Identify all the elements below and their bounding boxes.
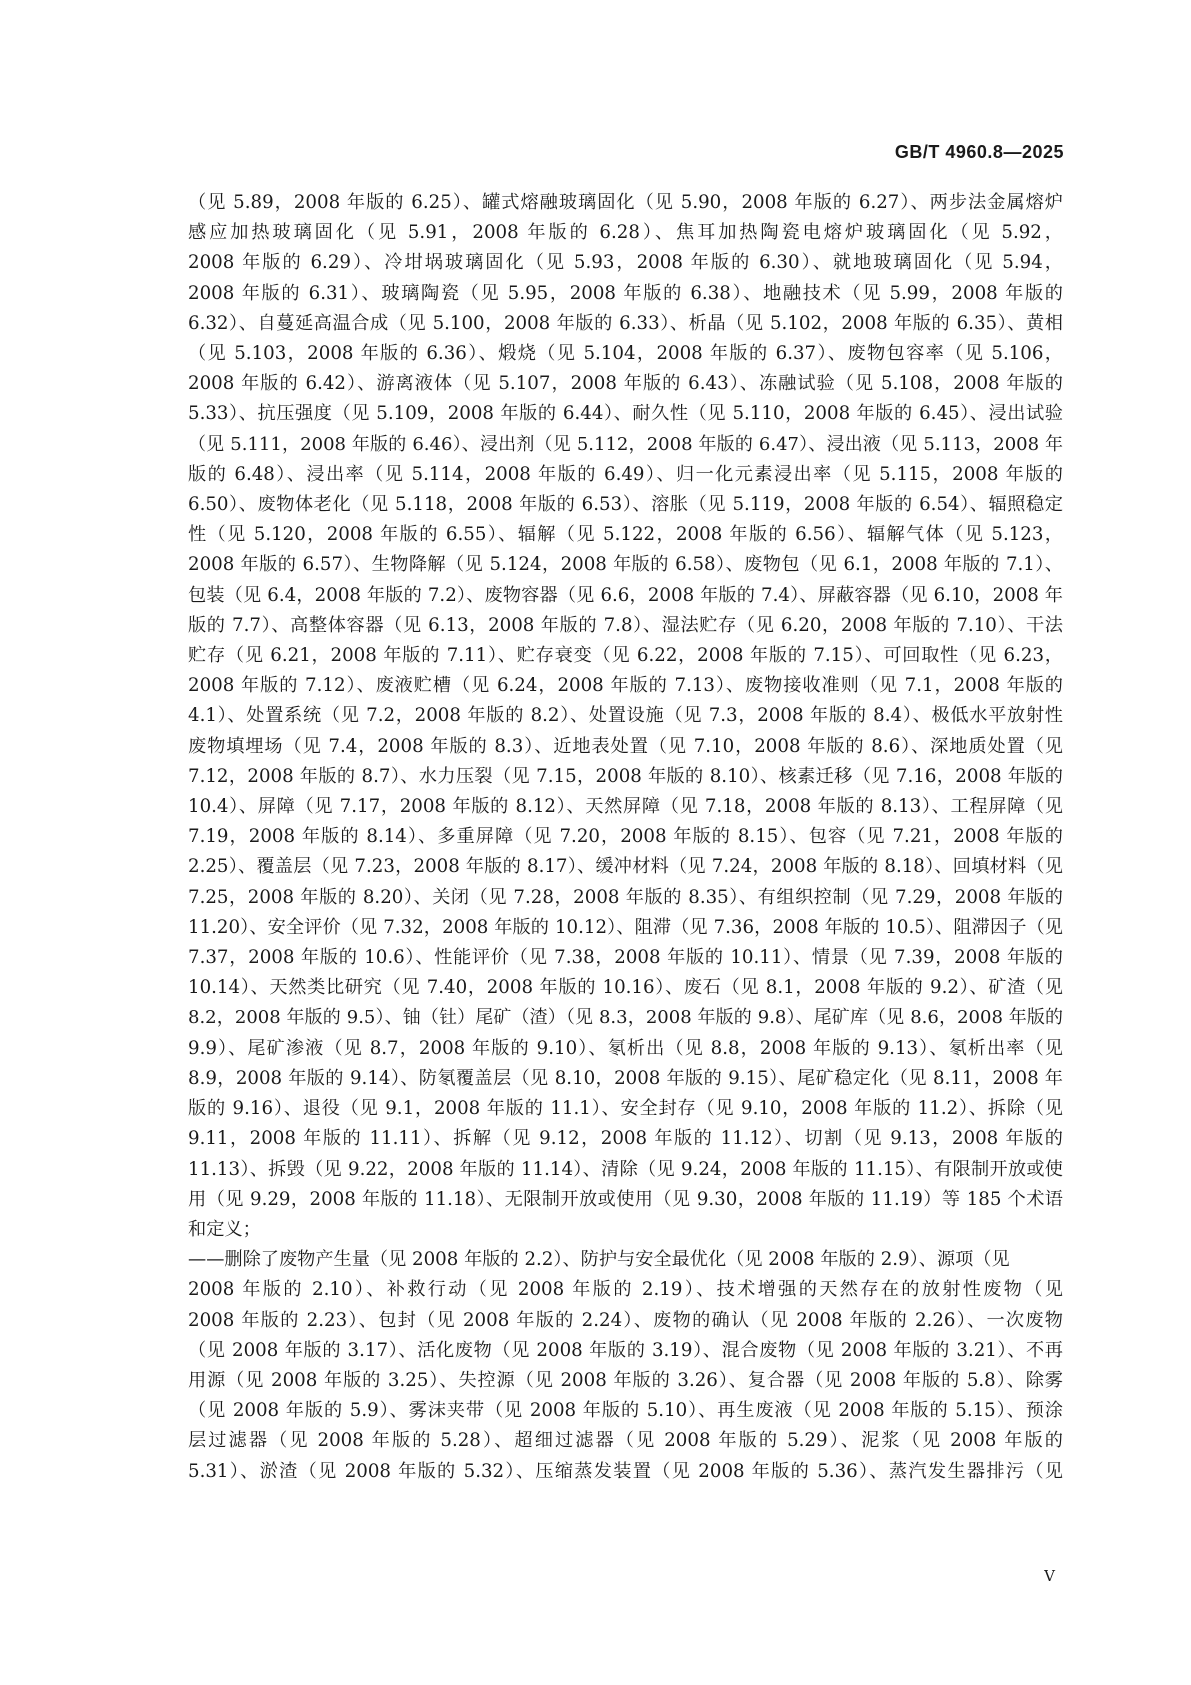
text-line: 5.33）、抗压强度（见 5.109，2008 年版的 6.44）、耐久性（见 5.110，2008 年版的 6.45）、浸出试验 (188, 403, 1063, 425)
page-number: V (1044, 1567, 1055, 1585)
text-line: 2008 年版的 2.10）、补救行动（见 2008 年版的 2.19）、技术增强的天然存在的放射性废物（见 (188, 1279, 1063, 1301)
text-line: 8.9，2008 年版的 9.14）、防氡覆盖层（见 8.10，2008 年版的 9.15）、尾矿稳定化（见 8.11，2008 年 (188, 1067, 1063, 1089)
text-line: 10.4）、屏障（见 7.17，2008 年版的 8.12）、天然屏障（见 7.18，2008 年版的 8.13）、工程屏障（见 (188, 796, 1063, 818)
list-dash: —— (188, 1249, 225, 1271)
text-line: 7.12，2008 年版的 8.7）、水力压裂（见 7.15，2008 年版的 8.10）、核素迁移（见 7.16，2008 年版的 (188, 765, 1063, 787)
text-line: 版的 7.7）、高整体容器（见 6.13，2008 年版的 7.8）、湿法贮存（见 6.20，2008 年版的 7.10）、干法 (188, 614, 1063, 636)
text-line: 7.25，2008 年版的 8.20）、关闭（见 7.28，2008 年版的 8.35）、有组织控制（见 7.29，2008 年版的 (188, 886, 1063, 908)
text-line: 10.14）、天然类比研究（见 7.40，2008 年版的 10.16）、废石（见 8.1，2008 年版的 9.2）、矿渣（见 (188, 977, 1063, 999)
text-line: （见 5.89，2008 年版的 6.25）、罐式熔融玻璃固化（见 5.90，2008 年版的 6.27）、两步法金属熔炉 (188, 192, 1063, 213)
text-line: 6.50）、废物体老化（见 5.118，2008 年版的 6.53）、溶胀（见 5.119，2008 年版的 6.54）、辐照稳定 (188, 494, 1063, 516)
text-line: （见 5.103，2008 年版的 6.36）、煅烧（见 5.104，2008 年版的 6.37）、废物包容率（见 5.106， (188, 343, 1063, 365)
text-line: 包装（见 6.4，2008 年版的 7.2）、废物容器（见 6.6，2008 年版的 7.4）、屏蔽容器（见 6.10，2008 年 (188, 584, 1063, 606)
text-line: 2008 年版的 6.31）、玻璃陶瓷（见 5.95，2008 年版的 6.38）、地融技术（见 5.99，2008 年版的 (188, 282, 1063, 304)
text-line: 废物填埋场（见 7.4，2008 年版的 8.3）、近地表处置（见 7.10，2008 年版的 8.6）、深地质处置（见 (188, 735, 1063, 757)
text-line: 7.19，2008 年版的 8.14）、多重屏障（见 7.20，2008 年版的 8.15）、包容（见 7.21，2008 年版的 (188, 826, 1063, 848)
text-line: 用（见 9.29，2008 年版的 11.18）、无限制开放或使用（见 9.30，2008 年版的 11.19）等 185 个术语 (188, 1188, 1063, 1210)
text-line: （见 5.111，2008 年版的 6.46）、浸出剂（见 5.112，2008 年版的 6.47）、浸出液（见 5.113，2008 年 (188, 433, 1063, 455)
standard-code: GB/T 4960.8—2025 (894, 142, 1064, 162)
text-line: 用源（见 2008 年版的 3.25）、失控源（见 2008 年版的 3.26）、复合器（见 2008 年版的 5.8）、除雾 (188, 1369, 1063, 1391)
text-line-end: 和定义； (188, 1218, 261, 1240)
text-line: 感应加热玻璃固化（见 5.91，2008 年版的 6.28）、焦耳加热陶瓷电熔炉玻璃固化（见 5.92， (188, 222, 1063, 244)
text-line: 2.25）、覆盖层（见 7.23，2008 年版的 8.17）、缓冲材料（见 7.24，2008 年版的 8.18）、回填材料（见 (188, 856, 1063, 878)
body-text (0, 188, 1191, 1487)
text-line: 删除了废物产生量（见 2008 年版的 2.2）、防护与安全最优化（见 2008 年版的 2.9）、源项（见 (224, 1249, 1010, 1271)
text-line: 5.31）、淤渣（见 2008 年版的 5.32）、压缩蒸发装置（见 2008 年版的 5.36）、蒸汽发生器排污（见 (188, 1460, 1063, 1482)
text-line: 2008 年版的 6.57）、生物降解（见 5.124，2008 年版的 6.58）、废物包（见 6.1，2008 年版的 7.1）、 (188, 554, 1063, 576)
text-line: 8.2，2008 年版的 9.5）、铀（钍）尾矿（渣）（见 8.3，2008 年版的 9.8）、尾矿库（见 8.6，2008 年版的 (188, 1007, 1063, 1029)
text-line: 2008 年版的 6.29）、冷坩埚玻璃固化（见 5.93，2008 年版的 6.30）、就地玻璃固化（见 5.94， (188, 252, 1063, 274)
text-line: （见 2008 年版的 5.9）、雾沫夹带（见 2008 年版的 5.10）、再生废液（见 2008 年版的 5.15）、预涂 (188, 1400, 1063, 1422)
text-line: 6.32）、自蔓延高温合成（见 5.100，2008 年版的 6.33）、析晶（见 5.102，2008 年版的 6.35）、黄相 (188, 312, 1063, 334)
text-line: 层过滤器（见 2008 年版的 5.28）、超细过滤器（见 2008 年版的 5.29）、泥浆（见 2008 年版的 (188, 1430, 1063, 1452)
text-line: 2008 年版的 7.12）、废液贮槽（见 6.24，2008 年版的 7.13）、废物接收准则（见 7.1，2008 年版的 (188, 675, 1063, 697)
text-line: 4.1）、处置系统（见 7.2，2008 年版的 8.2）、处置设施（见 7.3，2008 年版的 8.4）、极低水平放射性 (188, 705, 1063, 727)
text-line: 2008 年版的 2.23）、包封（见 2008 年版的 2.24）、废物的确认（见 2008 年版的 2.26）、一次废物 (188, 1309, 1063, 1331)
text-line: 9.9）、尾矿渗液（见 8.7，2008 年版的 9.10）、氡析出（见 8.8，2008 年版的 9.13）、氡析出率（见 (188, 1037, 1063, 1059)
list-item-dash-line (0, 1245, 1191, 1275)
text-line: 贮存（见 6.21，2008 年版的 7.11）、贮存衰变（见 6.22，2008 年版的 7.15）、可回取性（见 6.23， (188, 645, 1063, 667)
text-line: 11.20）、安全评价（见 7.32，2008 年版的 10.12）、阻滞（见 7.36，2008 年版的 10.5）、阻滞因子（见 (188, 916, 1063, 938)
text-line: 版的 6.48）、浸出率（见 5.114，2008 年版的 6.49）、归一化元素浸出率（见 5.115，2008 年版的 (188, 463, 1063, 485)
text-line: 9.11，2008 年版的 11.11）、拆解（见 9.12，2008 年版的 11.12）、切割（见 9.13，2008 年版的 (188, 1128, 1063, 1150)
text-line: 版的 9.16）、退役（见 9.1，2008 年版的 11.1）、安全封存（见 9.10，2008 年版的 11.2）、拆除（见 (188, 1098, 1063, 1120)
text-line: （见 2008 年版的 3.17）、活化废物（见 2008 年版的 3.19）、混合废物（见 2008 年版的 3.21）、不再 (188, 1339, 1063, 1361)
text-line: 7.37，2008 年版的 10.6）、性能评价（见 7.38，2008 年版的 10.11）、情景（见 7.39，2008 年版的 (188, 947, 1063, 969)
text-line: 11.13）、拆毁（见 9.22，2008 年版的 11.14）、清除（见 9.24，2008 年版的 11.15）、有限制开放或使 (188, 1158, 1063, 1180)
text-line: 性（见 5.120，2008 年版的 6.55）、辐解（见 5.122，2008 年版的 6.56）、辐解气体（见 5.123， (188, 524, 1063, 546)
text-line: 2008 年版的 6.42）、游离液体（见 5.107，2008 年版的 6.43）、冻融试验（见 5.108，2008 年版的 (188, 373, 1063, 395)
